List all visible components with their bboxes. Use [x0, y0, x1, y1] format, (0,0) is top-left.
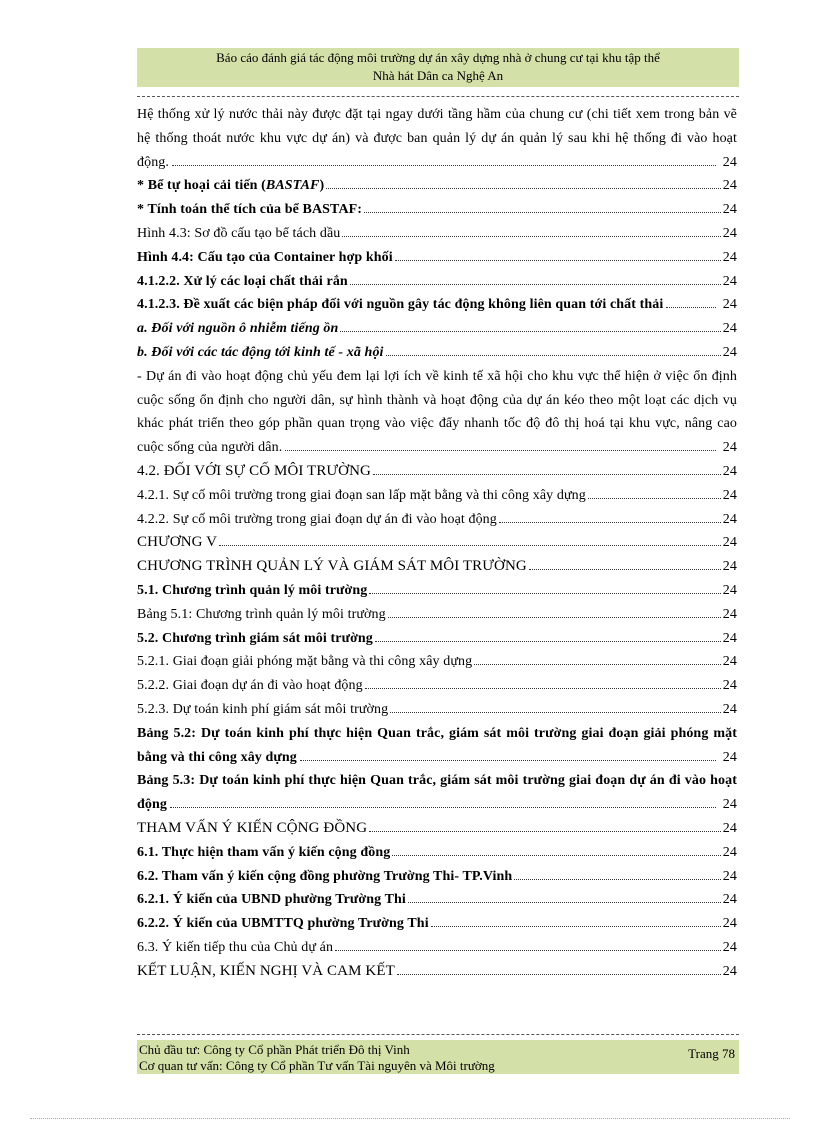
toc-entry-title: 4.1.2.2. Xử lý các loại chất thải rắn: [137, 273, 348, 289]
page-footer: [137, 1040, 739, 1074]
page-edge-divider: [30, 1118, 790, 1119]
toc-entry[interactable]: [137, 531, 737, 555]
toc-entry-title: KẾT LUẬN, KIẾN NGHỊ VÀ CAM KẾT: [137, 962, 395, 979]
toc-entry-title: 5.1. Chương trình quản lý môi trường: [137, 582, 368, 598]
toc-entry-title: 5.2.3. Dự toán kinh phí giám sát môi trường: [137, 701, 389, 717]
toc-leader: [395, 249, 721, 261]
toc-leader: [369, 582, 720, 594]
toc-leader: [529, 558, 721, 570]
toc-leader: [390, 701, 721, 713]
toc-leader: [397, 963, 721, 975]
toc-entry-title: 6.3. Ý kiến tiếp thu của Chủ dự án: [137, 939, 334, 955]
toc-entry-title-part: * Bể tự hoại cải tiến (: [137, 178, 266, 194]
toc-entry-page: 24: [722, 487, 737, 503]
toc-leader: [365, 677, 721, 689]
toc-entry-page: 24: [722, 273, 737, 289]
toc-entry-title: CHƯƠNG TRÌNH QUẢN LÝ VÀ GIÁM SÁT MÔI TRƯỜNG: [137, 558, 527, 575]
toc-entry-page: 24: [722, 654, 737, 670]
toc-entry-page: 24: [722, 559, 737, 575]
toc-entry[interactable]: [137, 698, 737, 722]
toc-entry[interactable]: [137, 484, 737, 508]
toc-entry-title: 6.1. Thực hiện tham vấn ý kiến cộng đồng: [137, 844, 391, 860]
table-of-contents: [137, 103, 737, 983]
toc-leader: [170, 796, 716, 808]
toc-entry-page: 24: [722, 202, 737, 218]
toc-leader: [285, 439, 716, 451]
toc-entry[interactable]: [137, 222, 737, 246]
toc-entry-page: 24: [722, 797, 737, 813]
toc-entry-page: 24: [722, 440, 737, 456]
toc-entry-title: Hình 4.3: Sơ đồ cấu tạo bể tách dầu: [137, 225, 341, 241]
toc-entry-page: 24: [722, 749, 737, 765]
toc-entry-title: 5.2.1. Giai đoạn giải phóng mặt bằng và thi công xây dựng: [137, 654, 473, 670]
toc-entry[interactable]: [137, 912, 737, 936]
toc-entry[interactable]: [137, 841, 737, 865]
header-divider: [137, 96, 739, 97]
toc-entry-title: - Dự án đi vào hoạt động chủ yếu đem lại lợi ích về kinh tế xã hội cho khu vực thể hiện ở việc ổn định cuộc sống ổn định cho người dân, sự hình thành và hoạt động của dự án kéo theo một loạt các dịch vụ khác phát triển theo góp phần quan trọng vào việc đẩy nhanh tốc độ đô thị hoá tại khu vực, nâng cao cuộc sống của người dân.: [137, 368, 737, 456]
toc-entry-page: 24: [722, 939, 737, 955]
toc-entry-title-part: ): [319, 178, 325, 194]
toc-entry[interactable]: [137, 865, 737, 889]
footer-divider: [137, 1034, 739, 1035]
toc-entry-title: b. Đối với các tác động tới kinh tế - xã hội: [137, 344, 384, 360]
toc-entry-page: 24: [722, 535, 737, 551]
toc-entry-title: 6.2.2. Ý kiến của UBMTTQ phường Trường Thi: [137, 916, 429, 932]
toc-entry[interactable]: [137, 888, 737, 912]
header-title-line-1: Báo cáo đánh giá tác động môi trường dự án xây dựng nhà ở chung cư tại khu tập thể: [216, 50, 660, 65]
toc-entry[interactable]: [137, 341, 737, 365]
toc-entry-title: 5.2. Chương trình giám sát môi trường: [137, 630, 373, 646]
toc-entry-page: 24: [722, 630, 737, 646]
toc-entry-title-emphasis: BASTAF: [265, 178, 320, 194]
toc-entry[interactable]: [137, 555, 737, 579]
toc-entry-page: 24: [722, 868, 737, 884]
footer-consultant: Cơ quan tư vấn: Công ty Cổ phần Tư vấn Tài nguyên và Môi trường: [139, 1058, 495, 1073]
toc-entry-title: Bảng 5.2: Dự toán kinh phí thực hiện Quan trắc, giám sát môi trường giai đoạn giải phóng mặt bằng và thi công xây dựng: [137, 725, 737, 765]
toc-entry-title: 6.2. Tham vấn ý kiến cộng đồng phường Trường Thi- TP.Vinh: [137, 868, 513, 884]
toc-entry-page: 24: [722, 820, 737, 836]
toc-leader: [499, 510, 721, 522]
toc-entry-title: Bảng 5.1: Chương trình quản lý môi trường: [137, 606, 386, 622]
toc-entry-title: THAM VẤN Ý KIẾN CỘNG ĐỒNG: [137, 819, 368, 836]
toc-entry-title: 5.2.2. Giai đoạn dự án đi vào hoạt động: [137, 678, 363, 694]
toc-entry-title: 4.1.2.3. Đề xuất các biện pháp đối với nguồn gây tác động không liên quan tới chất thải: [137, 297, 664, 313]
toc-entry[interactable]: [137, 460, 737, 484]
toc-entry-page: 24: [722, 916, 737, 932]
toc-entry[interactable]: [137, 246, 737, 270]
toc-entry-title: 4.2.1. Sự cố môi trường trong giai đoạn san lấp mặt bằng và thi công xây dựng: [137, 487, 586, 503]
toc-leader: [326, 177, 721, 189]
toc-leader: [364, 201, 721, 213]
toc-entry-title: Hệ thống xử lý nước thải này được đặt tại ngay dưới tầng hầm của chung cư (chi tiết xem trong bản vẽ hệ thống thoát nước khu vực dự án) và được ban quản lý dự án quản lý sau khi hệ thống đi vào hoạt động.: [137, 107, 737, 170]
toc-leader: [588, 487, 721, 499]
page-number: Trang 78: [688, 1046, 735, 1061]
toc-entry-page: 24: [722, 582, 737, 598]
header-title-line-2: Nhà hát Dân ca Nghệ An: [372, 68, 504, 83]
toc-entry-title: [137, 174, 324, 198]
toc-entry[interactable]: [137, 960, 737, 984]
toc-leader: [342, 225, 720, 237]
toc-leader: [474, 653, 721, 665]
toc-entry-page: 24: [722, 178, 737, 194]
toc-entry[interactable]: [137, 103, 737, 174]
toc-leader: [335, 939, 721, 951]
toc-leader: [300, 748, 716, 760]
toc-entry[interactable]: [137, 603, 737, 627]
toc-entry[interactable]: [137, 722, 737, 770]
toc-entry-title: 6.2.1. Ý kiến của UBND phường Trường Thi: [137, 892, 406, 908]
toc-leader: [340, 320, 720, 332]
toc-entry[interactable]: [137, 627, 737, 651]
toc-entry-page: 24: [722, 321, 737, 337]
toc-entry-page: 24: [722, 344, 737, 360]
toc-entry[interactable]: [137, 198, 737, 222]
toc-entry-title: Hình 4.4: Cấu tạo của Container hợp khối: [137, 249, 393, 265]
toc-entry-page: 24: [722, 225, 737, 241]
toc-entry[interactable]: [137, 508, 737, 532]
toc-leader: [350, 272, 721, 284]
toc-leader: [392, 844, 720, 856]
toc-leader: [388, 606, 721, 618]
toc-entry-page: 24: [722, 511, 737, 527]
toc-leader: [386, 344, 721, 356]
toc-entry-page: 24: [722, 963, 737, 979]
toc-entry-page: 24: [722, 701, 737, 717]
toc-entry-page: 24: [722, 249, 737, 265]
toc-entry[interactable]: [137, 817, 737, 841]
toc-entry-page: 24: [722, 892, 737, 908]
toc-leader: [373, 463, 721, 475]
toc-leader: [514, 867, 720, 879]
toc-entry[interactable]: [137, 650, 737, 674]
toc-entry-title: 4.2.2. Sự cố môi trường trong giai đoạn dự án đi vào hoạt động: [137, 511, 497, 527]
toc-entry-page: 24: [722, 844, 737, 860]
toc-entry[interactable]: [137, 317, 737, 341]
toc-entry[interactable]: [137, 365, 737, 460]
toc-leader: [431, 915, 721, 927]
toc-entry[interactable]: [137, 174, 737, 198]
toc-entry-title: Bảng 5.3: Dự toán kinh phí thực hiện Quan trắc, giám sát môi trường giai đoạn dự án đi vào hoạt động: [137, 773, 737, 813]
toc-entry[interactable]: [137, 769, 737, 817]
toc-leader: [375, 629, 721, 641]
toc-entry-page: 24: [722, 297, 737, 313]
toc-leader: [408, 891, 721, 903]
toc-entry[interactable]: [137, 936, 737, 960]
toc-entry-title: 4.2. ĐỐI VỚI SỰ CỐ MÔI TRƯỜNG: [137, 462, 371, 479]
toc-entry[interactable]: [137, 674, 737, 698]
toc-leader: [369, 820, 721, 832]
toc-entry-title: * Tính toán thể tích của bể BASTAF:: [137, 202, 363, 218]
toc-leader: [172, 153, 716, 165]
toc-entry[interactable]: [137, 579, 737, 603]
toc-entry-page: 24: [722, 606, 737, 622]
toc-entry[interactable]: [137, 270, 737, 294]
toc-entry[interactable]: [137, 293, 737, 317]
toc-entry-title: a. Đối với nguồn ô nhiễm tiếng ồn: [137, 321, 339, 337]
toc-entry-page: 24: [722, 678, 737, 694]
footer-investor: Chủ đầu tư: Công ty Cổ phần Phát triển Đô thị Vinh: [139, 1042, 410, 1057]
page-header: [137, 48, 739, 87]
toc-leader: [666, 296, 716, 308]
toc-entry-title: CHƯƠNG V: [137, 534, 218, 551]
toc-entry-page: 24: [722, 154, 737, 170]
toc-leader: [219, 534, 721, 546]
toc-entry-page: 24: [722, 463, 737, 479]
